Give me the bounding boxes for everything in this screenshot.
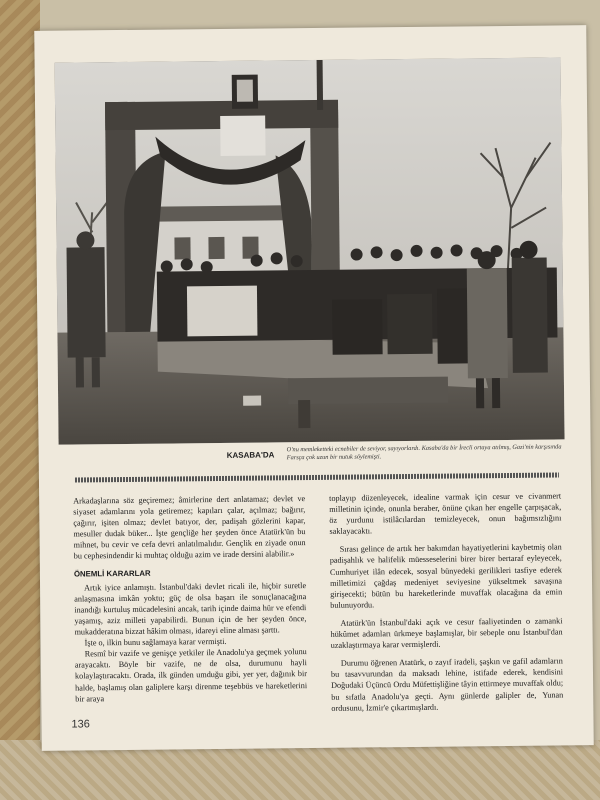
section-divider bbox=[75, 472, 559, 482]
section-heading: ÖNEMLİ KARARLAR bbox=[73, 568, 151, 579]
left-column bbox=[73, 493, 307, 704]
paragraph: Arkadaşlarına söz geçiremez; âmirlerine dert anlatamaz; devlet ve siyaset adamlarını yola getiremez; kapıları çalar, açılmaz; bağırır, çağırır, işiten olmaz; devlet batıyor, der, padişah gözlerini kapar, mesuller dudak büker... İşte gençliğe her şeyden önce Atatürk'ün bu mihnet, bu cevir ve cefa devri anlatılmalıdır. Gençlik en ziyade onun bu cephesindendir ki muhtaç olduğu azim ve irade dersini alabilir.» bbox=[73, 494, 306, 561]
carpet-background bbox=[0, 0, 40, 800]
caption-place-label: KASABA'DA bbox=[226, 450, 275, 460]
historical-photograph bbox=[55, 57, 565, 444]
paragraph: Durumu öğrenen Atatürk, o zayıf iradeli, şaşkın ve gafil adamların bu tasavvurundan da maksadı lehine, istifade ederek, kendisini Doğudaki Üçüncü Ordu Müfettişliğine tâyin ettirmeye muvaffak oldu; bu sıfatla Anadolu'ya geçti. Aynı günlerde galipler de, Yunan ordusunu, İzmir'e çıkartmışlardı. bbox=[330, 656, 564, 713]
paragraph: İşte o, ilkin bunu sağlamaya karar vermişti. bbox=[84, 637, 227, 648]
photo-caption: O'nu memleketteki ecnebiler de seviyor, sayıyorlardı. Kasaba'da bir İrecli ortaya atılmış, Gazi'nin karşısında Farsça çok uzun bir nutuk söylemişti. bbox=[286, 443, 562, 462]
right-column bbox=[329, 490, 563, 713]
paragraph: Sırası gelince de artık her bakımdan hayatiyetlerini kaybetmiş olan padişahlık ve halifelik müesseselerini birer birer bertaraf eyleyecek, Cumhuriyet ilân edecek, sosyal bünyedeki gerilikleri tasfiye ederek milletimizi çağdaş medeniyet seviyesine yükseltmek savaşına girişecekti; bütün bu hareketlerinde muvaffak olacağına da emin bulunuyordu. bbox=[329, 542, 563, 610]
page-number: 136 bbox=[71, 718, 90, 731]
photo-illustration bbox=[55, 57, 565, 444]
paragraph: Resmî bir vazife ve genişçe yetkiler ile Anadolu'ya geçmek yolunu arayacaktı. Böyle bir vazife, ne de olsa, durumunu hayli kolaylaştıracaktı. Orada, ilk günden umduğu gibi, yer yer, dağınık bir halde, başlamış olan galiplere karşı direnme teşebbüs ve hareketlerini bir araya bbox=[74, 647, 308, 704]
paragraph: toplayıp düzenleyecek, idealine varmak için cesur ve civanmert milletinin içinde, onunla beraber, önüne çıkan her engelle çarpışacak, öz yurdunu istilâcılardan temizleyecek, onun bağımsızlığını saklayacaktı. bbox=[329, 491, 562, 537]
book-page bbox=[34, 25, 594, 751]
paragraph: Artık iyice anlamıştı. İstanbul'daki devlet ricali ile, hiçbir suretle anlaşmasına imkân yoktu; güç de olsa başarı ile sonuçlanacağına inandığı kurtuluş mücadelesini ancak, tarih içinde daima hür ve efendi yaşamış, aziz milleti yapabilirdi. Bunun için de her şeyden önce, mukadderatına bizzat hâkim olması, idareyi eline alması şarttı. bbox=[74, 580, 307, 637]
paragraph: Atatürk'ün İstanbul'daki açık ve cesur faaliyetinden o zamanki hükûmet adamları ürkmeye başlamışlar, bir sebeple onu İstanbul'dan uzaklaştırmaya karar vermişlerdi. bbox=[330, 616, 563, 650]
